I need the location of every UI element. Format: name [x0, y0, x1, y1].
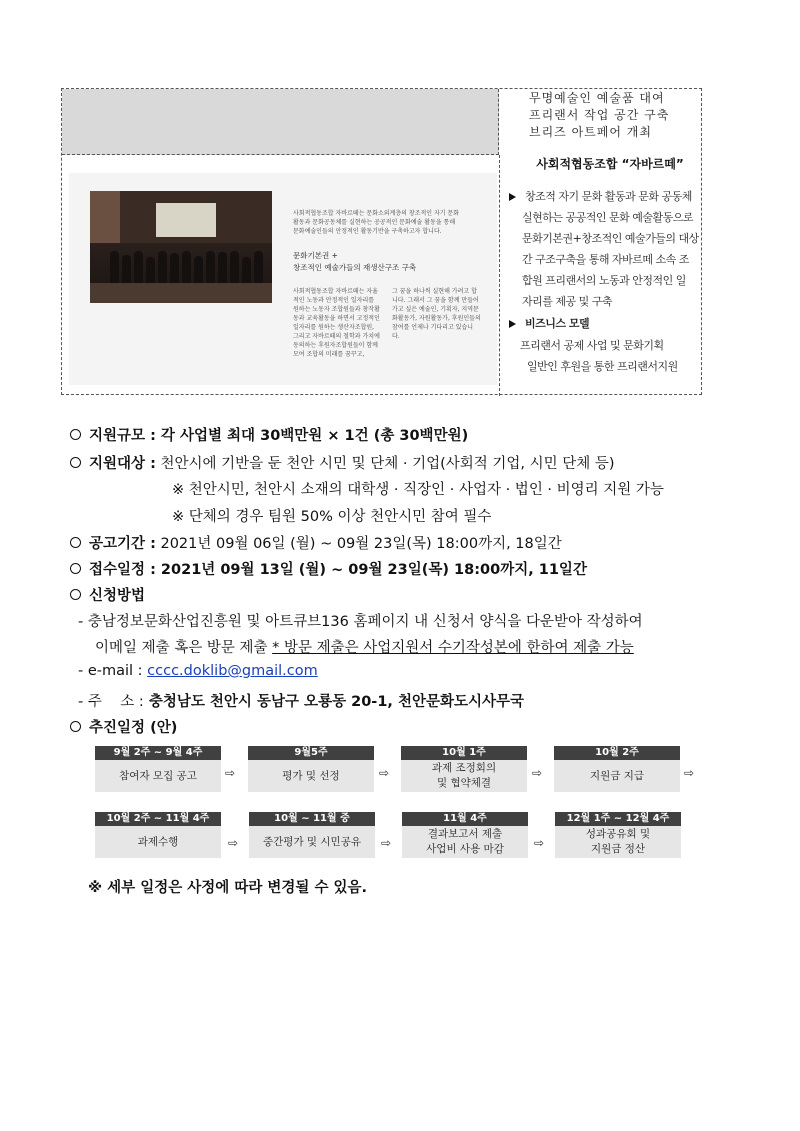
business-model-line: 일반인 후원을 통한 프리랜서지원	[527, 360, 678, 373]
arrow-right-icon: ⇨	[225, 766, 236, 780]
application-method-title	[70, 584, 145, 605]
support-target-value: 천안시에 기반을 둔 천안 시민 및 단체 · 기업(사회적 기업, 시민 단체 등)	[155, 456, 615, 472]
step-period: 11월 4주	[402, 812, 528, 826]
receipt-schedule-text: 접수일정 : 2021년 09월 13일 (월) ~ 09월 23일(목) 18:00까지, 11일간	[89, 562, 587, 578]
step-task	[554, 760, 680, 792]
address-value: 충청남도 천안시 동남구 오룡동 20-1, 천안문화도시사무국	[143, 694, 525, 710]
email-line	[78, 663, 318, 679]
step-task	[555, 826, 681, 858]
method-line-1: - 충남정보문화산업진흥원 및 아트큐브136 홈페이지 내 신청서 양식을 다운받아 작성하여	[78, 614, 643, 630]
business-model-title: 비즈니스 모델	[525, 317, 590, 330]
coop-desc-line: 창조적 자기 문화 활동과 문화 공동체	[525, 190, 692, 203]
support-scale-text: 지원규모 : 각 사업별 최대 30백만원 × 1건 (총 30백만원)	[89, 428, 469, 444]
step-task	[248, 760, 374, 792]
group-photo	[90, 191, 272, 303]
schedule-step	[401, 746, 527, 792]
circle-bullet-icon	[70, 457, 81, 468]
step-task-line: 성과공유회 및	[585, 828, 651, 840]
receipt-schedule	[70, 558, 587, 579]
arrow-right-icon: ⇨	[534, 836, 545, 850]
image-col1-line: 사회적협동조합 자바르떼는 자율	[293, 288, 378, 295]
step-task-line: 중간평가 및 시민공유	[263, 835, 361, 848]
step-task-line: 결과보고서 제출	[427, 828, 503, 840]
target-note-2: ※ 단체의 경우 팀원 50% 이상 천안시민 참여 필수	[172, 509, 492, 525]
step-task-line: 지원금 정산	[590, 843, 646, 855]
image-intro-line: 사회적협동조합 자바르떼는 문화소외계층의 창조적인 자기 문화	[293, 210, 460, 217]
image-col1-line: 모여 조합의 미래를 꿈꾸고,	[293, 351, 365, 358]
schedule-footnote: ※ 세부 일정은 사정에 따라 변경될 수 있음.	[88, 880, 368, 896]
image-col2-line: 니다. 그래서 그 꿈을 함께 만들어	[392, 297, 479, 304]
image-heading: 창조적인 예술가들의 재생산구조 구축	[293, 263, 417, 272]
step-task-line: 평가 및 선정	[282, 769, 340, 782]
activity-item: 무명예술인 예술품 대여	[529, 91, 665, 105]
schedule-title-text: 추진일정 (안)	[89, 720, 178, 736]
table-divider	[499, 155, 500, 396]
triangle-bullet-icon	[509, 320, 516, 328]
arrow-right-icon: ⇨	[379, 766, 390, 780]
step-period: 10월 ~ 11월 중	[249, 812, 375, 826]
coop-desc-line: 합원 프리랜서의 노동과 안정적인 일	[522, 274, 686, 287]
step-task	[401, 760, 527, 792]
step-period: 10월 2주	[554, 746, 680, 760]
step-task-line: 과제수행	[137, 835, 179, 848]
email-label: - e-mail :	[78, 663, 143, 679]
circle-bullet-icon	[70, 589, 81, 600]
coop-desc-line: 문화기본권+창조적인 예술가들의 대상	[522, 232, 699, 245]
image-col1-line: 원하는 노동자 조합원들과 창작활	[293, 306, 380, 313]
address-label: - 주 소 :	[78, 694, 144, 710]
notice-period	[70, 532, 562, 553]
coop-screenshot	[69, 173, 497, 385]
schedule-title	[70, 716, 177, 737]
step-task	[95, 826, 221, 858]
coop-title: 사회적협동조합 “자바르떼”	[536, 157, 684, 171]
business-model-line: 프리랜서 공제 사업 및 문화기획	[520, 339, 664, 352]
step-period: 10월 2주 ~ 11월 4주	[95, 812, 221, 826]
method-line-2	[95, 636, 634, 657]
coop-desc-line: 실현하는 공공적인 문화 예술활동으로	[522, 211, 694, 224]
image-heading: 문화기본권 +	[293, 251, 338, 260]
step-task-line: 과제 조정회의	[431, 762, 497, 774]
circle-bullet-icon	[70, 721, 81, 732]
arrow-right-icon: ⇨	[228, 836, 239, 850]
visit-submission-note: * 방문 제출은 사업지원서 수기작성본에 한하여 제출 가능	[272, 640, 634, 656]
activity-item: 브리즈 아트페어 개최	[529, 125, 652, 139]
image-col1-line: 동의하는 후원자조합원들이 함께	[293, 342, 378, 349]
schedule-step	[554, 746, 680, 792]
target-note-1: ※ 천안시민, 천안시 소재의 대학생 · 직장인 · 사업자 · 법인 · 비영리 지원 가능	[172, 482, 664, 498]
application-method-text: 신청방법	[89, 588, 146, 604]
step-period: 12월 1주 ~ 12월 4주	[555, 812, 681, 826]
image-intro-line: 문화예술인들의 안정적인 활동기반을 구축하고자 합니다.	[293, 228, 442, 235]
image-col2-line: 참여를 언제나 기다리고 있습니	[392, 324, 474, 331]
email-link[interactable]: cccc.doklib@gmail.com	[147, 663, 318, 679]
circle-bullet-icon	[70, 537, 81, 548]
image-col2-line: 그 꿈을 하나씩 실현해 가려고 합	[392, 288, 477, 295]
step-task	[95, 760, 221, 792]
schedule-step	[95, 746, 221, 792]
activity-item: 프리랜서 작업 공간 구축	[529, 108, 670, 122]
arrow-right-icon: ⇨	[532, 766, 543, 780]
image-col2-line: 다.	[392, 333, 400, 340]
circle-bullet-icon	[70, 563, 81, 574]
method-line-2a: 이메일 제출 혹은 방문 제출	[95, 640, 273, 656]
image-col2-line: 가고 싶은 예술인, 기획자, 지역문	[392, 306, 479, 313]
step-task	[402, 826, 528, 858]
step-period: 9월 2주 ~ 9월 4주	[95, 746, 221, 760]
step-task-line: 지원금 지급	[589, 769, 645, 782]
schedule-step	[249, 812, 375, 858]
schedule-step	[402, 812, 528, 858]
gray-cell	[62, 89, 499, 155]
step-period: 10월 1주	[401, 746, 527, 760]
schedule-step	[248, 746, 374, 792]
image-col1-line: 일자리를 원하는 생산자조합원,	[293, 324, 375, 331]
coop-desc-line: 간 구조구축을 통해 자바르떼 소속 조	[522, 253, 689, 266]
step-task-line: 및 협약체결	[436, 777, 492, 789]
notice-period-label: 공고기간 :	[89, 536, 156, 552]
image-intro-line: 활동과 문화공동체를 실현하는 공공적인 문화예술 활동을 통해	[293, 219, 456, 226]
support-scale	[70, 424, 468, 445]
step-period: 9월5주	[248, 746, 374, 760]
image-col1-line: 그리고 자바르떼의 철학과 가치에	[293, 333, 380, 340]
arrow-right-icon: ⇨	[684, 766, 695, 780]
support-target-label: 지원대상 :	[89, 456, 156, 472]
address-line	[78, 690, 524, 711]
schedule-step	[555, 812, 681, 858]
project-table	[61, 88, 702, 395]
circle-bullet-icon	[70, 429, 81, 440]
support-target	[70, 452, 615, 473]
coop-desc-line: 자리를 제공 및 구축	[522, 295, 612, 308]
arrow-right-icon: ⇨	[381, 836, 392, 850]
schedule-step	[95, 812, 221, 858]
image-col1-line: 적인 노동과 안정적인 일자리를	[293, 297, 375, 304]
step-task-line: 사업비 사용 마감	[426, 843, 504, 855]
step-task-line: 참여자 모집 공고	[119, 769, 197, 782]
image-col1-line: 동과 교육활동을 하면서 고정적인	[293, 315, 380, 322]
triangle-bullet-icon	[509, 193, 516, 201]
image-col2-line: 화활동가, 자원활동가, 후원인들의	[392, 315, 481, 322]
notice-period-value: 2021년 09월 06일 (월) ~ 09월 23일(목) 18:00까지, 18일간	[155, 536, 562, 552]
step-task	[249, 826, 375, 858]
